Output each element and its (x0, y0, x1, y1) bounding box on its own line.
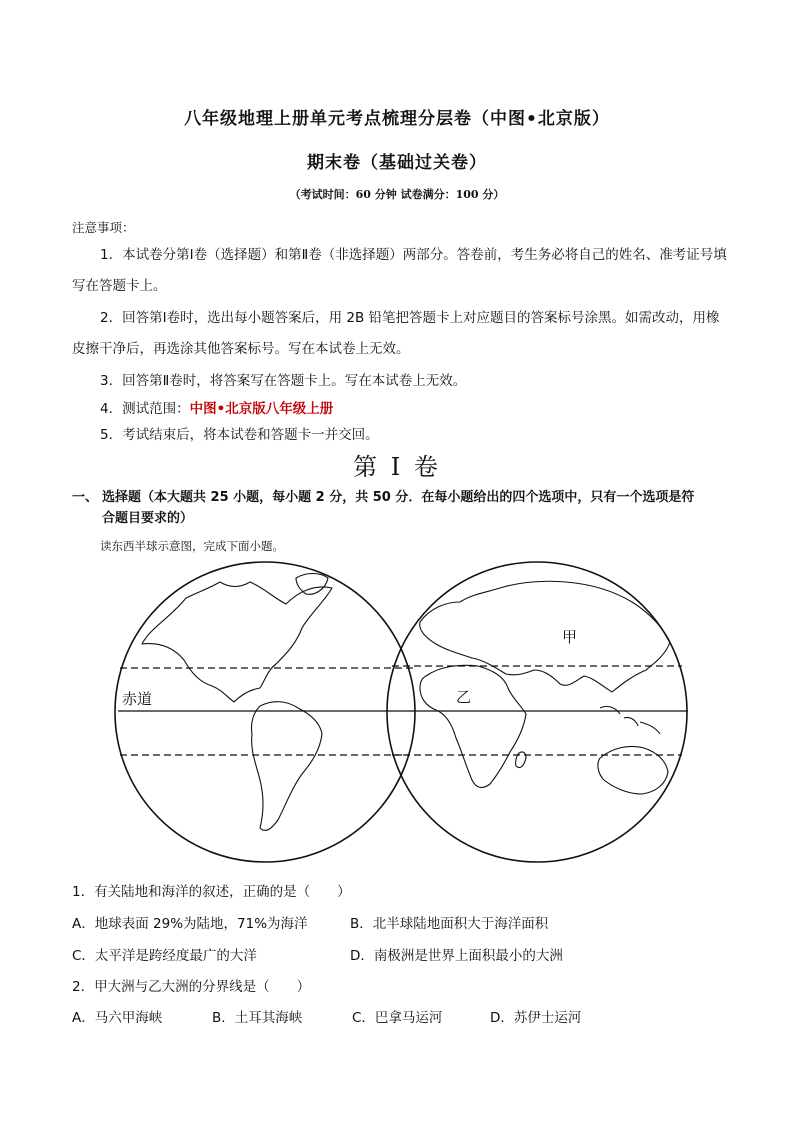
section-text: 选择题（本大题共 25 小题，每小题 2 分，共 50 分．在每小题给出的四个选项中，只有一个选项是符 (102, 490, 695, 505)
question-2-option-a[interactable]: A．马六甲海峡 (72, 1010, 163, 1026)
question-1-option-c[interactable]: C．太平洋是跨经度最广的大洋 (72, 948, 257, 964)
africa-shape (420, 665, 526, 787)
hemispheres-map (100, 558, 700, 868)
exam-title: 八年级地理上册单元考点梳理分层卷（中图•北京版） (184, 109, 610, 129)
section-lead: 一、 (72, 490, 99, 505)
section-heading (72, 487, 727, 529)
notice-item-5: 5．考试结束后，将本试卷和答题卡一并交回。 (100, 427, 379, 443)
exam-info: （考试时间：60 分钟 试卷满分：100 分） (289, 188, 505, 201)
question-2-option-b[interactable]: B．土耳其海峡 (212, 1010, 303, 1026)
volume-title: 第 I 卷 (353, 453, 441, 481)
question-2-stem: 2．甲大洲与乙大洲的分界线是（ ） (72, 979, 311, 995)
question-2-option-c[interactable]: C．巴拿马运河 (352, 1010, 443, 1026)
continent-label-jia: 甲 (562, 628, 578, 646)
read-map-instruction: 读东西半球示意图，完成下面小题。 (100, 539, 284, 553)
eastern-hemisphere-outline (387, 562, 687, 862)
exam-subtitle: 期末卷（基础过关卷） (307, 153, 487, 173)
question-1-option-b[interactable]: B．北半球陆地面积大于海洋面积 (350, 916, 549, 932)
western-hemisphere-outline (115, 562, 415, 862)
australia-shape (598, 746, 668, 794)
continent-label-yi: 乙 (456, 688, 472, 706)
notice-item-4-label: 4．测试范围： (100, 401, 190, 417)
question-1-option-d[interactable]: D．南极洲是世界上面积最小的大洲 (350, 948, 563, 964)
equator-label: 赤道 (122, 690, 153, 708)
question-1-stem: 1．有关陆地和海洋的叙述，正确的是（ ） (72, 884, 351, 900)
greenland-shape (296, 574, 328, 595)
eurasia-shape (420, 581, 670, 692)
notice-item-1: 1．本试卷分第Ⅰ卷（选择题）和第Ⅱ卷（非选择题）两部分。答卷前，考生务必将自己的姓名、准考证号填写在答题卡上。 (72, 247, 727, 294)
notice-heading: 注意事项： (72, 220, 135, 235)
question-1-option-a[interactable]: A．地球表面 29%为陆地，71%为海洋 (72, 916, 308, 932)
madagascar-shape (516, 752, 526, 768)
north-america-shape (142, 582, 332, 702)
section-text-line2: 合题目要求的） (102, 511, 194, 526)
south-america-shape (251, 702, 322, 831)
notice-item-2: 2．回答第Ⅰ卷时，选出每小题答案后，用 2B 铅笔把答题卡上对应题目的答案标号涂黑。如需改动，用橡皮擦干净后，再选涂其他答案标号。写在本试卷上无效。 (72, 310, 720, 357)
test-scope: 中图•北京版八年级上册 (189, 401, 334, 417)
notice-item-3: 3．回答第Ⅱ卷时，将答案写在答题卡上。写在本试卷上无效。 (100, 373, 467, 389)
question-2-option-d[interactable]: D．苏伊士运河 (490, 1010, 582, 1026)
